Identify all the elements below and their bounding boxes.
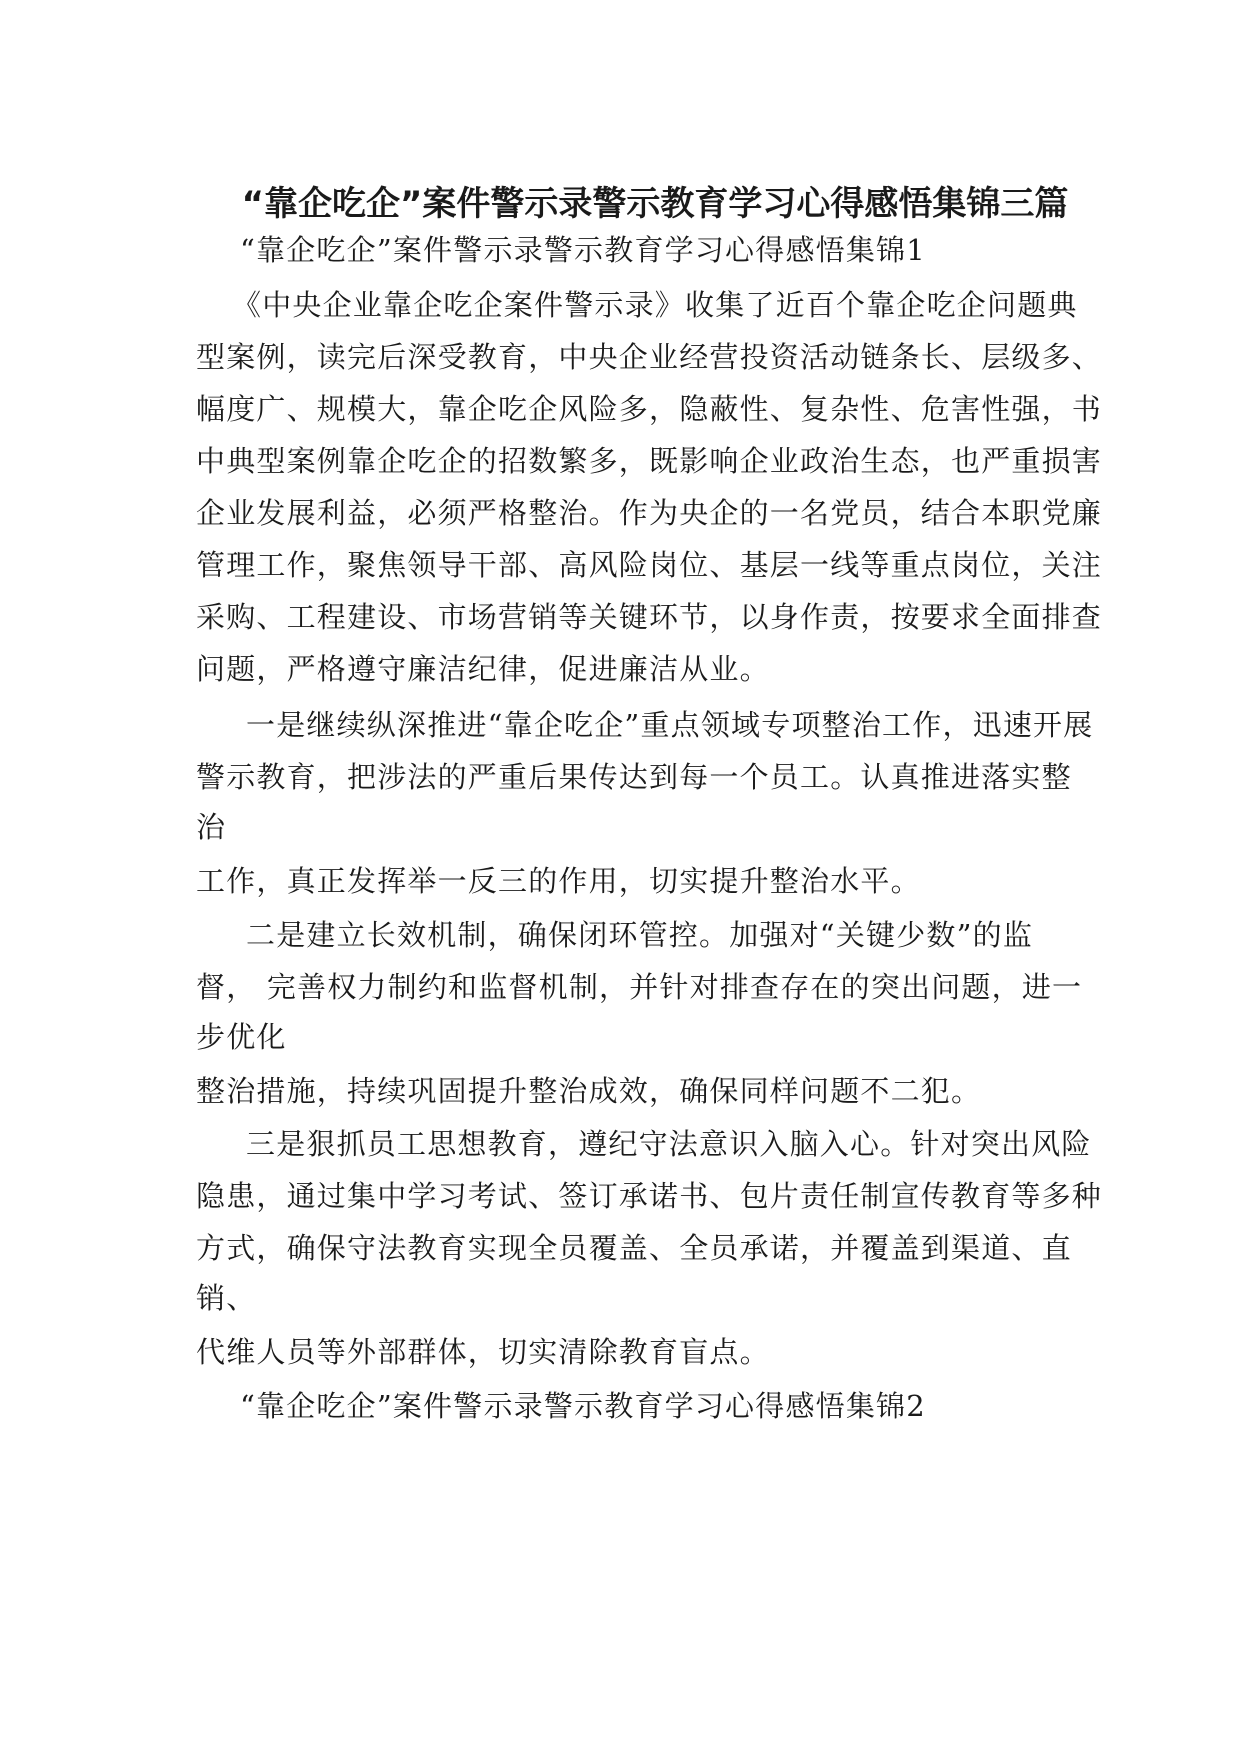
body-line: 幅度广、规模大，靠企吃企风险多，隐蔽性、复杂性、危害性强，书 (196, 392, 1103, 426)
body-line: 问题，严格遵守廉洁纪律，促进廉洁从业。 (196, 652, 770, 686)
body-line: 方式，确保守法教育实现全员覆盖、全员承诺，并覆盖到渠道、直 (196, 1231, 1072, 1265)
body-line: 一是继续纵深推进“靠企吃企”重点领域专项整治工作，迅速开展 (246, 708, 1094, 742)
body-line: 整治措施，持续巩固提升整治成效，确保同样问题不二犯。 (196, 1074, 982, 1108)
body-line: 治 (196, 810, 227, 844)
body-line: 企业发展利益，必须严格整治。作为央企的一名党员，结合本职党廉 (196, 496, 1103, 530)
body-line: 代维人员等外部群体，切实清除教育盲点。 (196, 1335, 770, 1369)
body-line: 二是建立长效机制，确保闭环管控。加强对“关键少数”的监 (246, 918, 1034, 952)
body-line: 型案例，读完后深受教育，中央企业经营投资活动链条长、层级多、 (196, 340, 1103, 374)
body-line: 中典型案例靠企吃企的招数繁多，既影响企业政治生态，也严重损害 (196, 444, 1103, 478)
section-heading-1: “靠企吃企”案件警示录警示教育学习心得感悟集锦1 (240, 233, 926, 267)
document-title: “靠企吃企”案件警示录警示教育学习心得感悟集锦三篇 (241, 184, 1069, 224)
body-line: 隐患，通过集中学习考试、签订承诺书、包片责任制宣传教育等多种 (196, 1179, 1103, 1213)
body-line: 采购、工程建设、市场营销等关键环节，以身作责，按要求全面排查 (196, 600, 1103, 634)
body-line: 销、 (196, 1281, 257, 1315)
body-line: 督， 完善权力制约和监督机制，并针对排查存在的突出问题，进一 (196, 970, 1083, 1004)
body-line: 步优化 (196, 1020, 287, 1054)
body-line: 警示教育，把涉法的严重后果传达到每一个员工。认真推进落实整 (196, 760, 1072, 794)
section-heading-2: “靠企吃企”案件警示录警示教育学习心得感悟集锦2 (240, 1389, 926, 1423)
body-line: 三是狠抓员工思想教育，遵纪守法意识入脑入心。针对突出风险 (246, 1127, 1092, 1161)
body-line: 《中央企业靠企吃企案件警示录》收集了近百个靠企吃企问题典 (232, 288, 1078, 322)
body-line: 工作，真正发挥举一反三的作用，切实提升整治水平。 (196, 864, 921, 898)
body-line: 管理工作，聚焦领导干部、高风险岗位、基层一线等重点岗位，关注 (196, 548, 1103, 582)
